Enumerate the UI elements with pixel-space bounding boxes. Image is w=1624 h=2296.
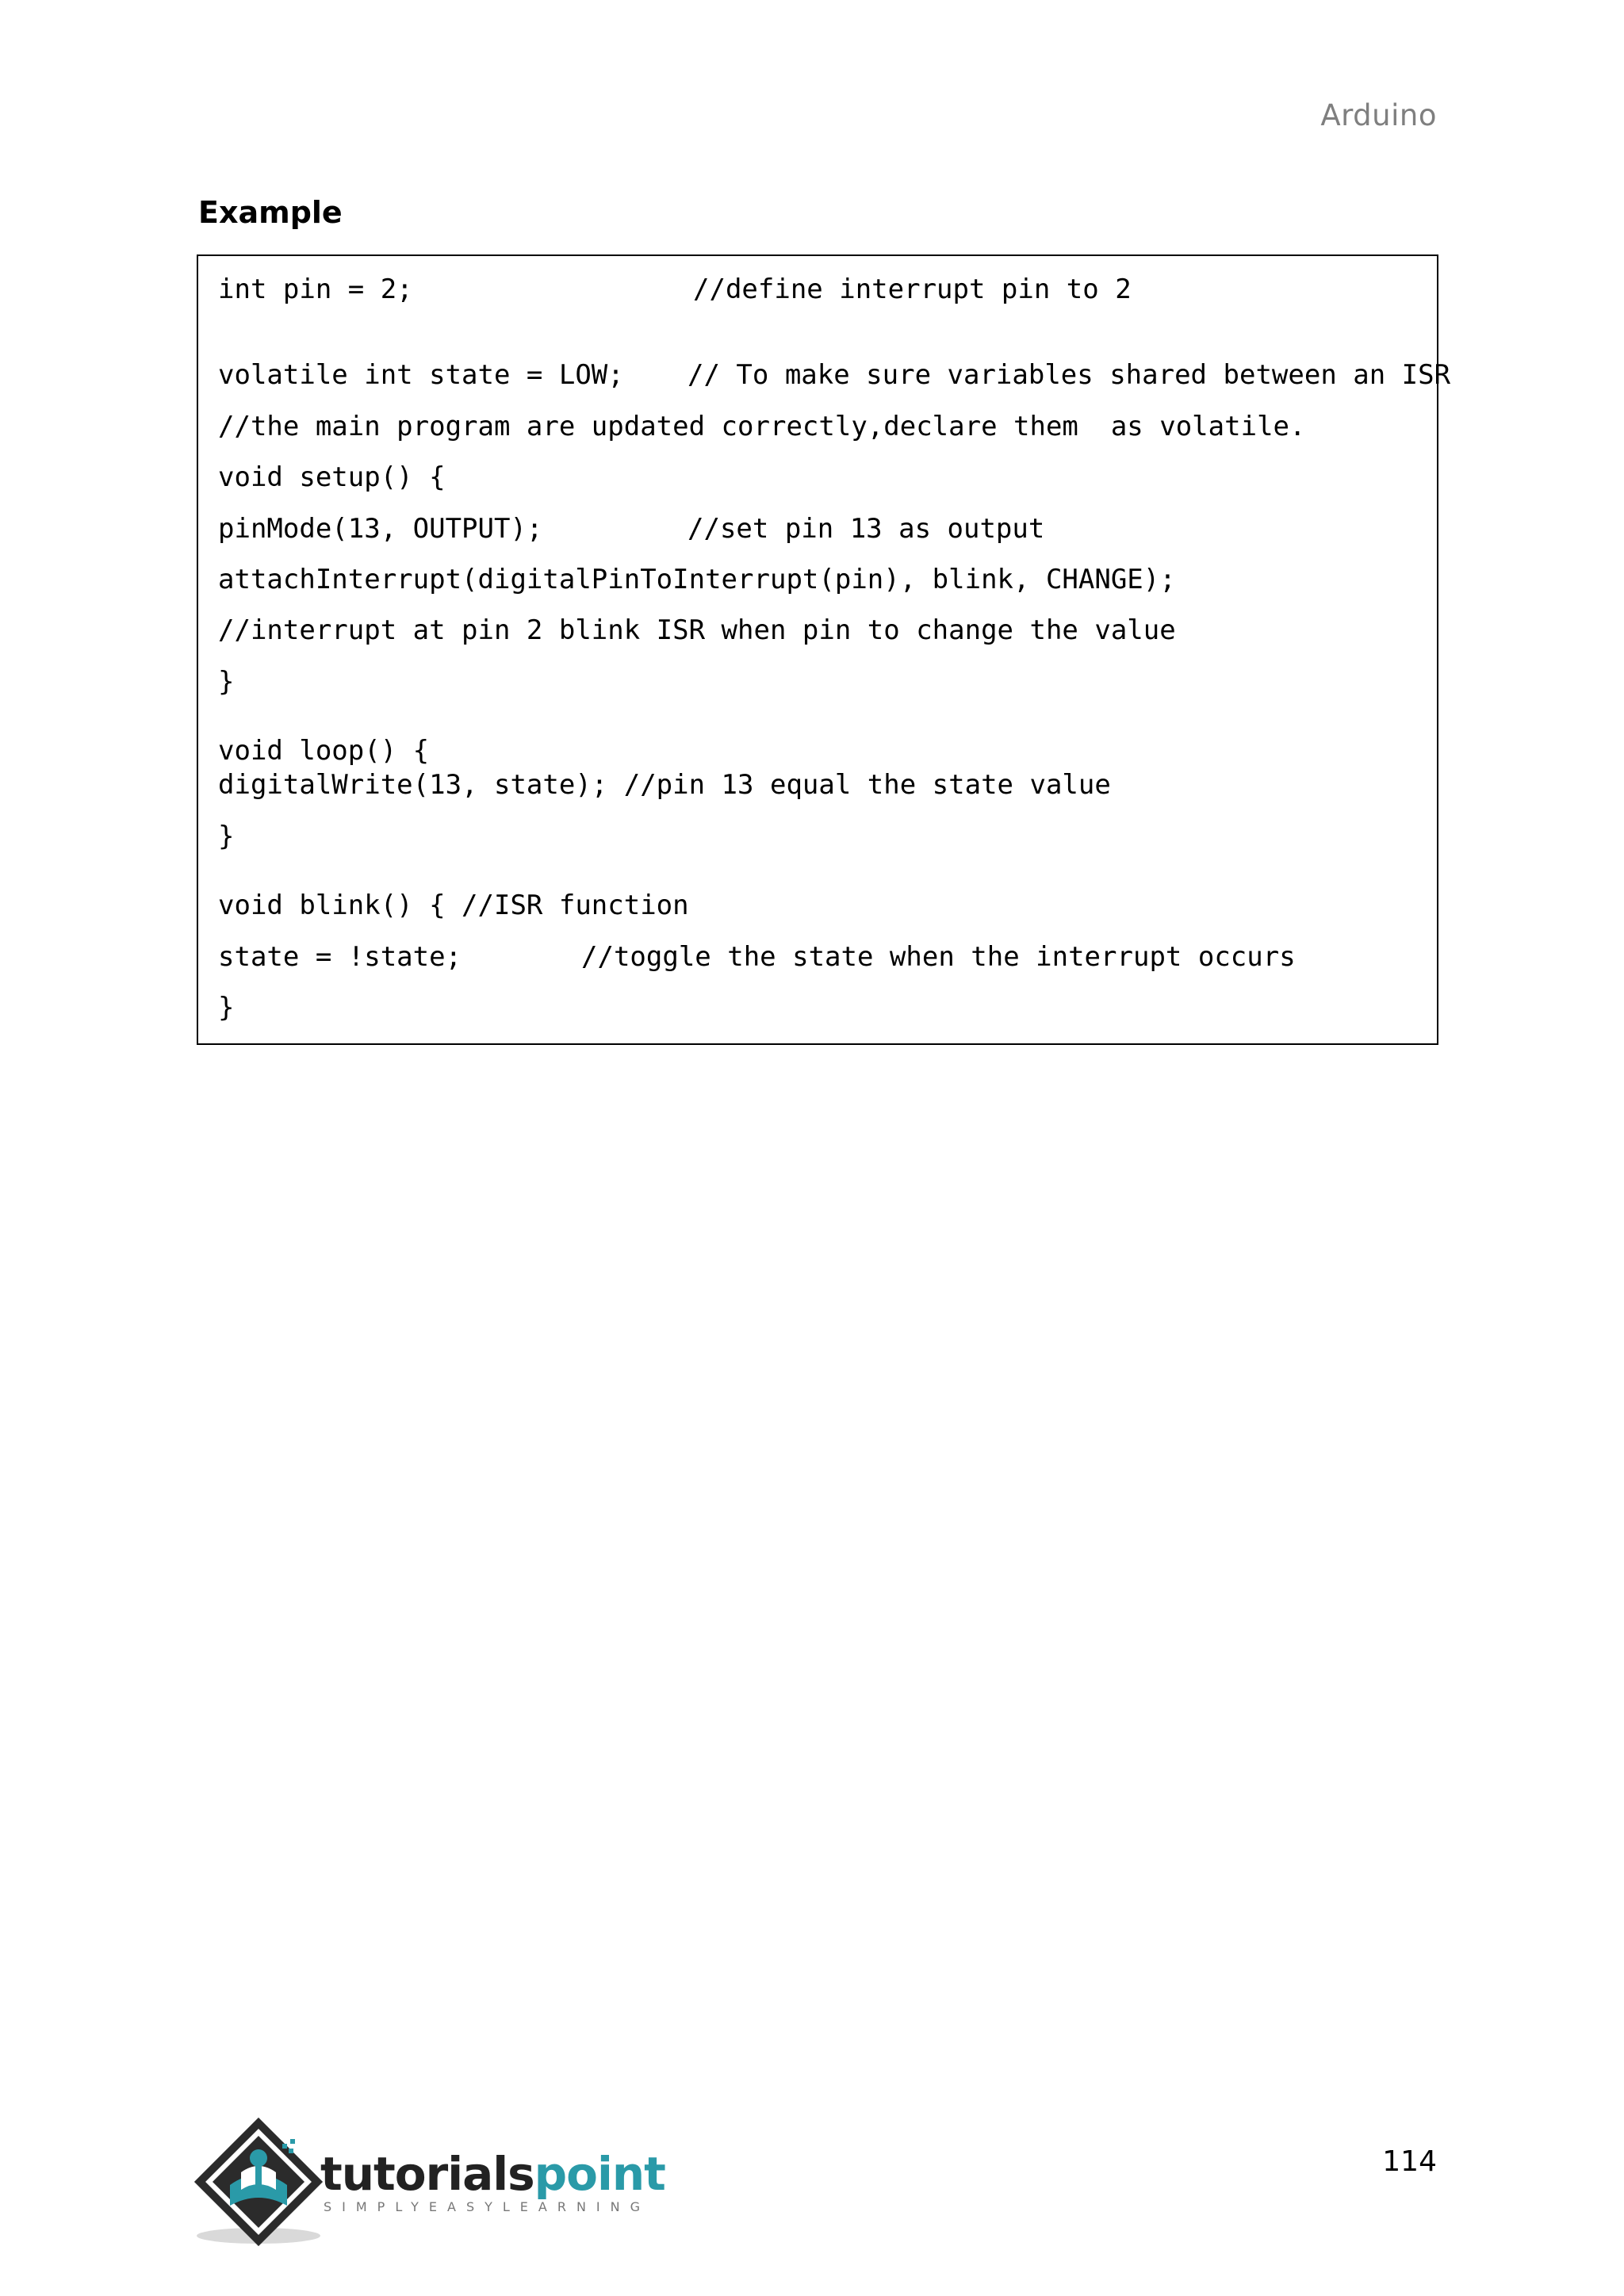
code-line: state = !state;	[218, 941, 462, 973]
code-comment: // To make sure variables shared between an ISR	[688, 359, 1451, 391]
logo-emblem-icon	[193, 2117, 328, 2252]
code-line: void setup() {	[218, 461, 446, 493]
logo-word-point: point	[534, 2147, 665, 2201]
page-number: 114	[1382, 2145, 1437, 2178]
code-block	[197, 254, 1451, 1045]
code-comment: //toggle the state when the interrupt occurs	[581, 941, 1296, 973]
code-line: void blink() { //ISR function	[218, 890, 689, 921]
code-line: digitalWrite(13, state); //pin 13 equal the state value	[218, 769, 1111, 801]
code-line: //the main program are updated correctly,declare them as volatile.	[218, 411, 1306, 442]
running-header: Arduino	[1320, 98, 1437, 132]
code-line: attachInterrupt(digitalPinToInterrupt(pin), blink, CHANGE);	[218, 564, 1176, 595]
code-line: //interrupt at pin 2 blink ISR when pin to change the value	[218, 614, 1176, 646]
code-comment: //define interrupt pin to 2	[693, 274, 1132, 305]
logo-wordmark	[320, 2149, 665, 2199]
code-line: void loop() {	[218, 735, 430, 767]
section-heading: Example	[198, 195, 343, 230]
code-comment: //set pin 13 as output	[688, 513, 1045, 545]
code-line: }	[218, 821, 235, 852]
logo-word-tutorials: tutorials	[320, 2147, 534, 2201]
logo-tagline: SIMPLYEASYLEARNING	[324, 2199, 651, 2214]
code-line: volatile int state = LOW;	[218, 359, 624, 391]
code-line: int pin = 2;	[218, 274, 413, 305]
tutorialspoint-logo	[193, 2117, 665, 2252]
code-line: }	[218, 992, 235, 1024]
code-line: pinMode(13, OUTPUT);	[218, 513, 543, 545]
code-line: }	[218, 666, 235, 698]
